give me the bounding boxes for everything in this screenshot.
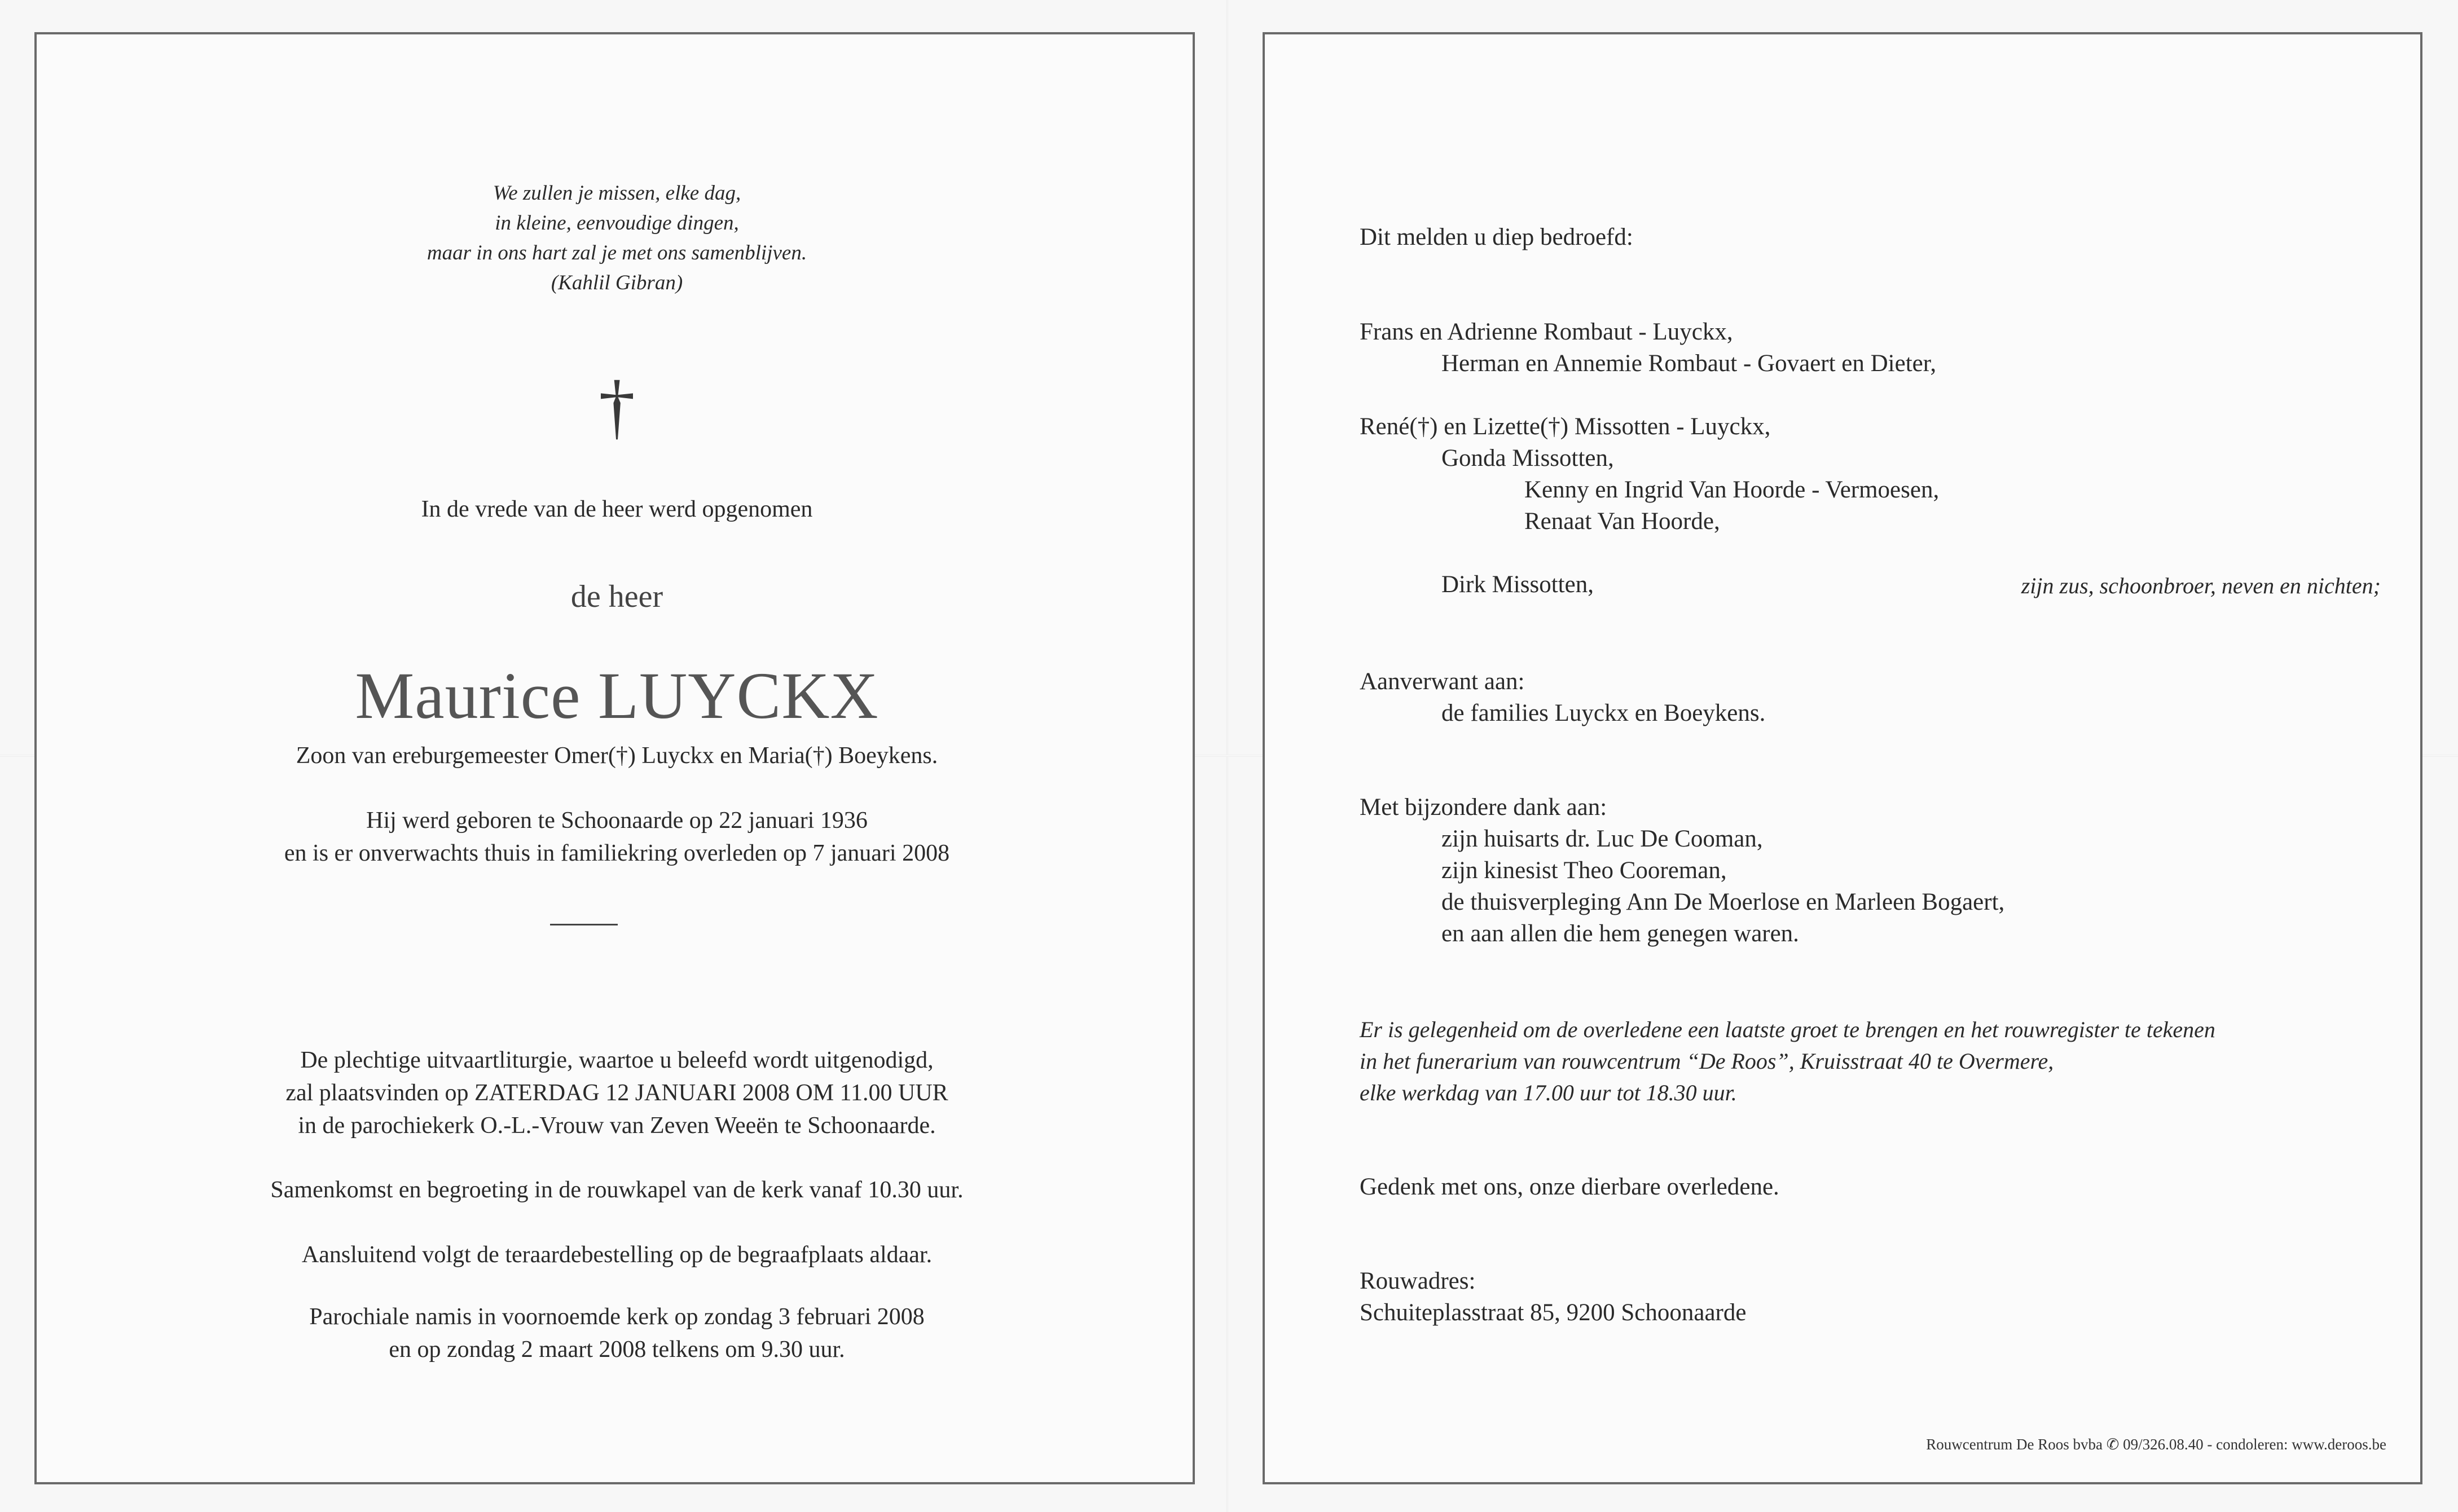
thanks-line: de thuisverpleging Ann De Moerlose en Marleen Bogaert, xyxy=(1441,889,2005,915)
honorific: de heer xyxy=(570,579,663,614)
quote-line: maar in ons hart zal je met ons samenblijven. xyxy=(426,241,807,265)
footer-text: Rouwcentrum De Roos bvba ✆ 09/326.08.40 - condoleren: www.deroos.be xyxy=(1926,1436,2386,1453)
thanks-line: zijn huisarts dr. Luc De Cooman, xyxy=(1441,826,1763,852)
visit-line: Er is gelegenheid om de overledene een laatste groet te brengen en het rouwregister te tekenen xyxy=(1360,1017,2215,1042)
mass-info xyxy=(37,1301,1197,1366)
left-panel xyxy=(34,32,1195,1484)
quote-line: in kleine, eenvoudige dingen, xyxy=(495,211,739,235)
funeral-info xyxy=(37,1044,1197,1142)
family-line: René(†) en Lizette(†) Missotten - Luyckx, xyxy=(1360,413,1771,440)
visit-line: elke werkdag van 17.00 uur tot 18.30 uur. xyxy=(1360,1080,1737,1105)
cross-icon: † xyxy=(599,366,635,447)
family-line: Renaat Van Hoorde, xyxy=(1524,508,1720,535)
thanks-line: zijn kinesist Theo Cooreman, xyxy=(1441,857,1727,884)
funeral-line: zal plaatsvinden op ZATERDAG 12 JANUARI 2008 OM 11.00 UUR xyxy=(285,1080,948,1106)
gathering-info: Samenkomst en begroeting in de rouwkapel van de kerk vanaf 10.30 uur. xyxy=(270,1177,964,1203)
family-line: Frans en Adrienne Rombaut - Luyckx, xyxy=(1360,319,1733,345)
quote-author: (Kahlil Gibran) xyxy=(551,271,683,294)
thanks-line: en aan allen die hem genegen waren. xyxy=(1441,920,1799,947)
remember-text: Gedenk met ons, onze dierbare overledene. xyxy=(1360,1174,1779,1200)
funeral-line: in de parochiekerk O.-L.-Vrouw van Zeven Weeën te Schoonaarde. xyxy=(298,1113,936,1139)
mass-line: en op zondag 2 maart 2008 telkens om 9.30 uur. xyxy=(389,1337,845,1363)
address-text: Schuiteplasstraat 85, 9200 Schoonaarde xyxy=(1360,1299,1747,1326)
related-label: Aanverwant aan: xyxy=(1360,668,1525,695)
deceased-name: Maurice LUYCKX xyxy=(355,659,879,733)
visit-line: in het funerarium van rouwcentrum “De Roos”, Kruisstraat 40 te Overmere, xyxy=(1360,1048,2054,1074)
intro-text: In de vrede van de heer werd opgenomen xyxy=(421,496,813,522)
mass-line: Parochiale namis in voornoemde kerk op zondag 3 februari 2008 xyxy=(309,1304,925,1330)
burial-info: Aansluitend volgt de teraardebestelling op de begraafplaats aldaar. xyxy=(301,1242,933,1268)
funeral-line: De plechtige uitvaartliturgie, waartoe u beleefd wordt uitgenodigd, xyxy=(300,1047,934,1073)
family-line: Herman en Annemie Rombaut - Govaert en Dieter, xyxy=(1441,350,1937,377)
address-label: Rouwadres: xyxy=(1360,1268,1476,1294)
announce-text: Dit melden u diep bedroefd: xyxy=(1360,224,1633,250)
birth-line: Hij werd geboren te Schoonaarde op 22 januari 1936 xyxy=(366,808,868,834)
quote xyxy=(37,178,1197,298)
birth-death-text xyxy=(37,804,1197,870)
quote-line: We zullen je missen, elke dag, xyxy=(493,182,741,205)
right-panel xyxy=(1263,32,2422,1484)
related-families: de families Luyckx en Boeykens. xyxy=(1441,700,1766,726)
parents-line: Zoon van ereburgemeester Omer(†) Luyckx en Maria(†) Boeykens. xyxy=(296,743,938,769)
family-line: Dirk Missotten, xyxy=(1441,571,1594,598)
divider xyxy=(550,924,618,925)
thanks-label: Met bijzondere dank aan: xyxy=(1360,794,1607,821)
death-line: en is er onverwachts thuis in familiekring overleden op 7 januari 2008 xyxy=(284,840,950,866)
family-line: Kenny en Ingrid Van Hoorde - Vermoesen, xyxy=(1524,477,1940,503)
family-line: Gonda Missotten, xyxy=(1441,445,1614,471)
relation-text: zijn zus, schoonbroer, neven en nichten; xyxy=(2021,573,2381,598)
